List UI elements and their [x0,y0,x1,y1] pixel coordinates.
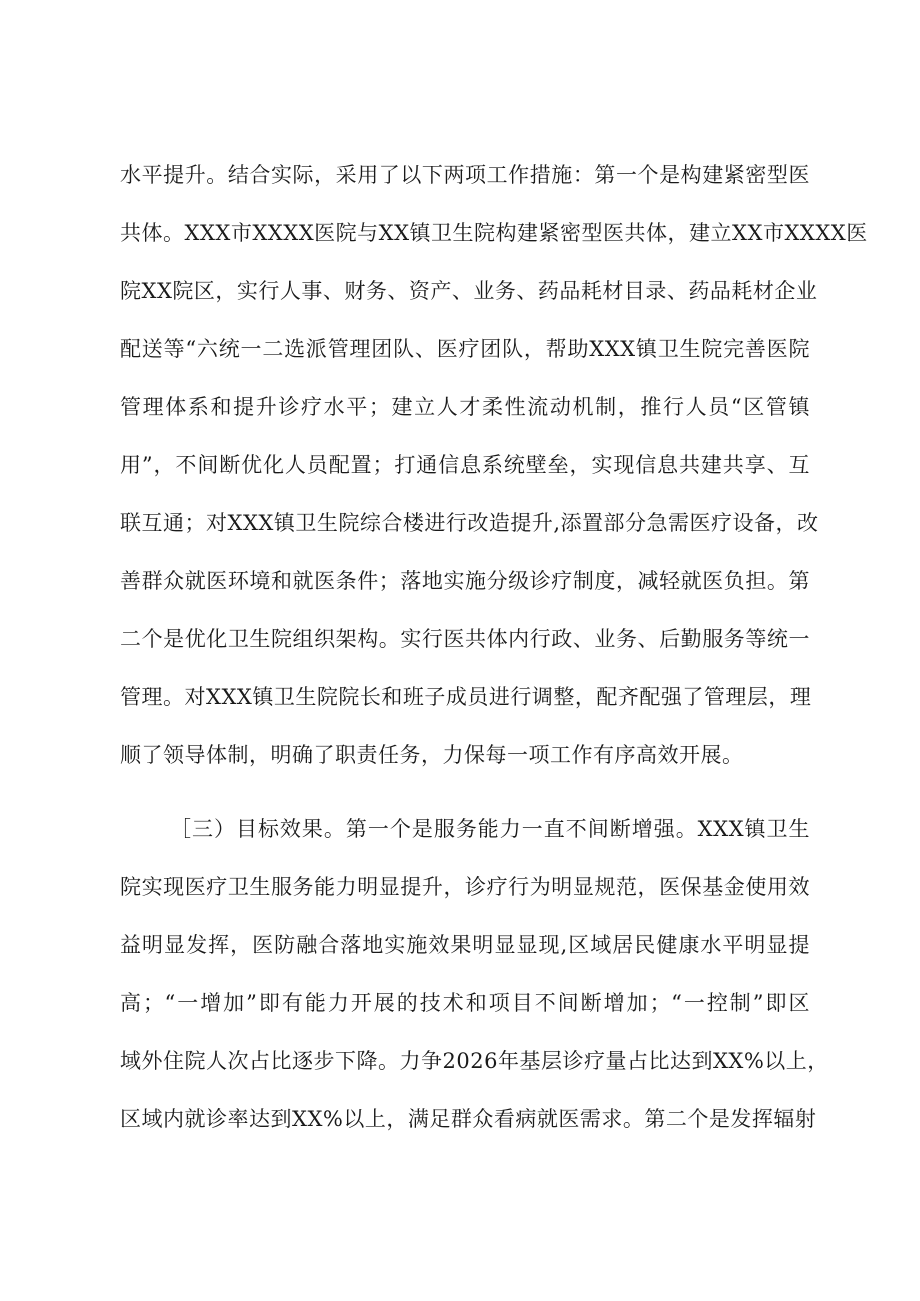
text-line: 顺了领导体制，明确了职责任务，力保每一项工作有序高效开展。 [120,743,744,767]
text-line: 区域内就诊率达到XX%以上，满足群众看病就医需求。第二个是发挥辐射 [120,1107,817,1131]
text-line: 配送等“六统一二选派管理团队、医疗团队，帮助XXX镇卫生院完善医院 [120,337,810,361]
text-line: 二个是优化卫生院组织架构。实行医共体内行政、业务、后勤服务等统一 [120,627,810,651]
text-line: 管理。对XXX镇卫生院院长和班子成员进行调整，配齐配强了管理层，理 [120,685,812,709]
text-line: ［三）目标效果。第一个是服务能力一直不间断增强。XXX镇卫生 [170,817,810,841]
text-line: 联互通；对XXX镇卫生院综合楼进行改造提升,添置部分急需医疗设备，改 [120,511,819,535]
text-line: 水平提升。结合实际，采用了以下两项工作措施：第一个是构建紧密型医 [120,163,810,187]
text-line: 域外住院人次占比逐步下降。力争2026年基层诊疗量占比达到XX%以上， [120,1049,829,1073]
text-line: 院实现医疗卫生服务能力明显提升，诊疗行为明显规范，医保基金使用效 [120,875,810,899]
text-line: 共体。XXX市XXXX医院与XX镇卫生院构建紧密型医共体，建立XX市XXXX医 [120,221,868,245]
text-line: 院XX院区，实行人事、财务、资产、业务、药品耗材目录、药品耗材企业 [120,279,818,303]
text-line: 益明显发挥，医防融合落地实施效果明显显现,区域居民健康水平明显提 [120,933,810,957]
text-line: 管理体系和提升诊疗水平；建立人才柔性流动机制，推行人员“区管镇 [120,395,810,419]
text-line: 用”，不间断优化人员配置；打通信息系统壁垒，实现信息共建共享、互 [120,453,810,477]
text-line: 高；“一增加”即有能力开展的技术和项目不间断增加；“一控制”即区 [120,991,810,1015]
text-line: 善群众就医环境和就医条件；落地实施分级诊疗制度，减轻就医负担。第 [120,569,810,593]
